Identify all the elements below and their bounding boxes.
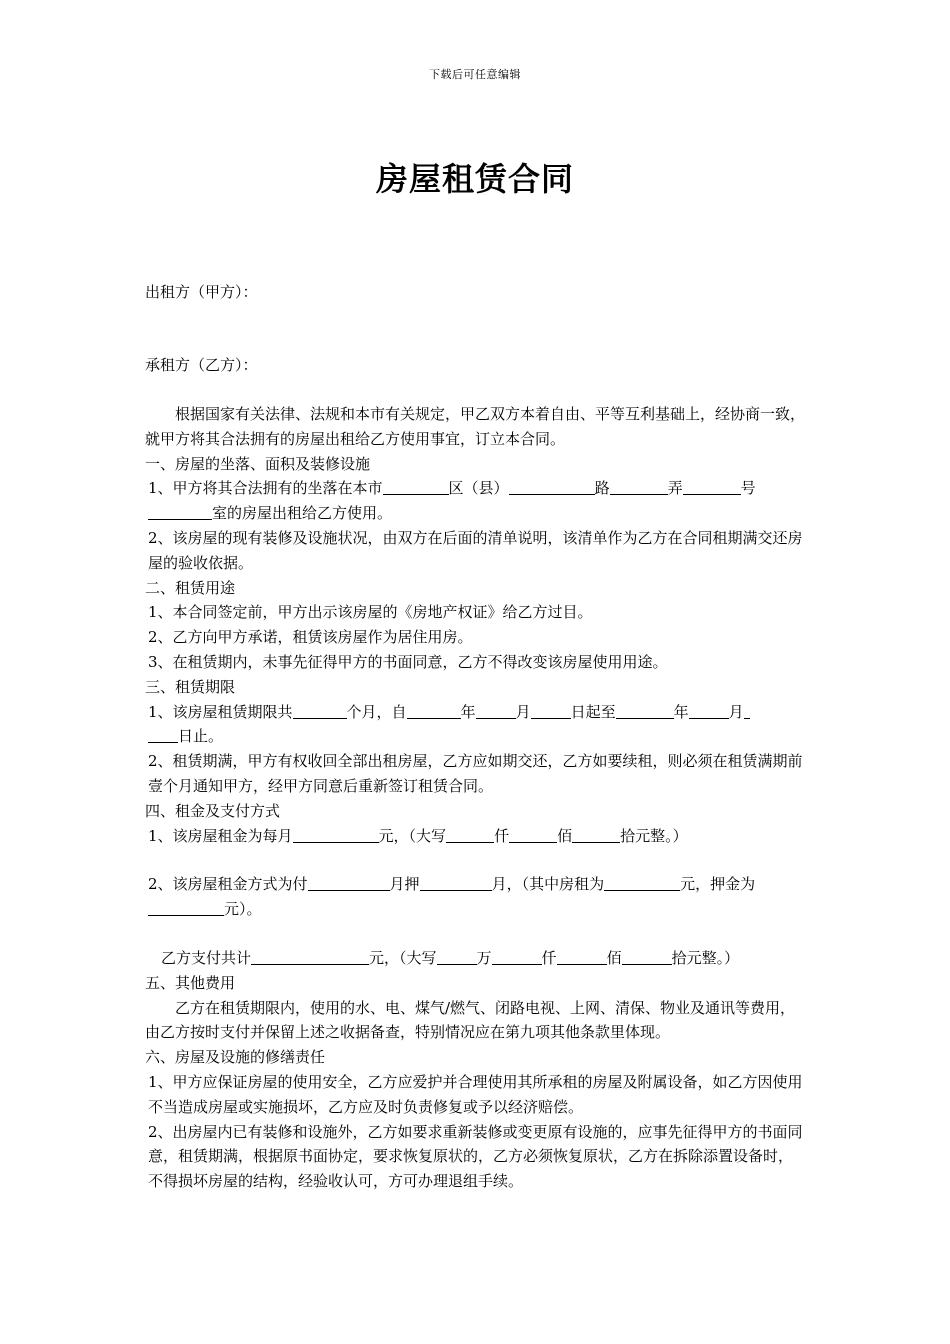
blank-field[interactable] <box>622 949 672 965</box>
blank-field[interactable] <box>509 827 557 843</box>
blank-field[interactable] <box>689 703 729 719</box>
blank-field[interactable] <box>437 949 477 965</box>
clause-6-2: 2、出房屋内已有装修和设施外，乙方如要求重新装修或变更原有设施的，应事先征得甲方的书面同意，租赁期满，根据原书面协定，要求恢复原状的，乙方必须恢复原状，乙方在拆除添置设备时，不得损坏房屋的结构，经验收认可，方可办理退组手续。 <box>148 1122 803 1191</box>
contract-body <box>145 402 807 1194</box>
blank-field[interactable] <box>308 875 390 891</box>
blank-field[interactable] <box>446 827 494 843</box>
clause-4-1: 1、该房屋租金为每月 元，（大写 仟 佰 拾元整。） <box>148 826 688 845</box>
blank-field[interactable] <box>293 703 347 719</box>
clause-6-1: 1、甲方应保证房屋的使用安全，乙方应爱护并合理使用其所承租的房屋及附属设备，如乙方因使用不当造成房屋或实施损坏，乙方应及时负责修复或予以经济赔偿。 <box>148 1072 803 1116</box>
clause-4-total: 乙方支付共计 元，（大写 万 仟 佰 拾元整。） <box>161 948 740 967</box>
section-heading: 二、租赁用途 <box>145 578 236 597</box>
clause-2-2: 2、乙方向甲方承诺，租赁该房屋作为居住用房。 <box>148 628 473 647</box>
clause-1-2: 2、该房屋的现有装修及设施状况，由双方在后面的清单说明，该清单作为乙方在合同租期满交还房屋的验收依据。 <box>148 528 803 572</box>
blank-field[interactable] <box>383 479 449 495</box>
blank-field[interactable] <box>572 827 620 843</box>
blank-field[interactable] <box>610 479 668 495</box>
blank-field[interactable] <box>616 703 674 719</box>
blank-field[interactable] <box>251 949 369 965</box>
blank-field[interactable] <box>557 949 607 965</box>
blank-field[interactable] <box>407 703 461 719</box>
section-heading: 五、其他费用 <box>145 973 236 992</box>
lessee-label: 承租方（乙方）： <box>145 356 258 374</box>
blank-field[interactable] <box>148 900 224 916</box>
section-heading: 一、房屋的坐落、面积及装修设施 <box>145 454 371 473</box>
blank-field[interactable] <box>476 703 516 719</box>
lessor-label: 出租方（甲方）： <box>145 283 258 301</box>
section-heading: 三、租赁期限 <box>145 677 236 696</box>
clause-2-3: 3、在租赁期内，未事先征得甲方的书面同意，乙方不得改变该房屋使用用途。 <box>148 652 668 671</box>
header-note: 下载后可任意编辑 <box>429 68 521 81</box>
blank-field[interactable] <box>420 875 492 891</box>
blank-field[interactable] <box>293 827 379 843</box>
blank-field[interactable] <box>531 703 571 719</box>
blank-field[interactable] <box>509 479 595 495</box>
blank-field[interactable] <box>604 875 680 891</box>
clause-5: 乙方在租赁期限内，使用的水、电、煤气/燃气、闭路电视、上网、清保、物业及通讯等费用，由乙方按时支付并保留上述之收据备查，特别情况应在第九项其他条款里体现。 <box>145 998 796 1042</box>
preamble: 根据国家有关法律、法规和本市有关规定，甲乙双方本着自由、平等互利基础上，经协商一致，就甲方将其合法拥有的房屋出租给乙方使用事宜，订立本合同。 <box>145 405 806 448</box>
clause-3-2: 2、租赁期满，甲方有权收回全部出租房屋，乙方应如期交还，乙方如要续租，则必须在租赁满期前壹个月通知甲方，经甲方同意后重新签订租赁合同。 <box>148 752 803 795</box>
blank-field[interactable] <box>683 479 741 495</box>
blank-field[interactable] <box>148 727 178 743</box>
clause-4-2: 2、该房屋租金方式为付 月押 月，（其中房租为 元，押金为元）。 <box>148 875 756 919</box>
clause-3-1: 1、该房屋租赁期限共 个月，自 年 月 日起至 年 月 日止。 <box>145 700 807 750</box>
blank-field[interactable] <box>744 703 750 719</box>
clause-2-1: 1、本合同签定前，甲方出示该房屋的《房地产权证》给乙方过目。 <box>148 603 593 622</box>
section-heading: 四、租金及支付方式 <box>145 801 281 820</box>
blank-field[interactable] <box>492 949 542 965</box>
section-heading: 六、房屋及设施的修缮责任 <box>145 1048 326 1067</box>
blank-field[interactable] <box>148 504 212 520</box>
page-title: 房屋租赁合同 <box>375 160 574 198</box>
clause-1-1: 1、甲方将其合法拥有的坐落在本市 区（县） 路 弄 号 室的房屋出租给乙方使用。 <box>148 479 756 523</box>
